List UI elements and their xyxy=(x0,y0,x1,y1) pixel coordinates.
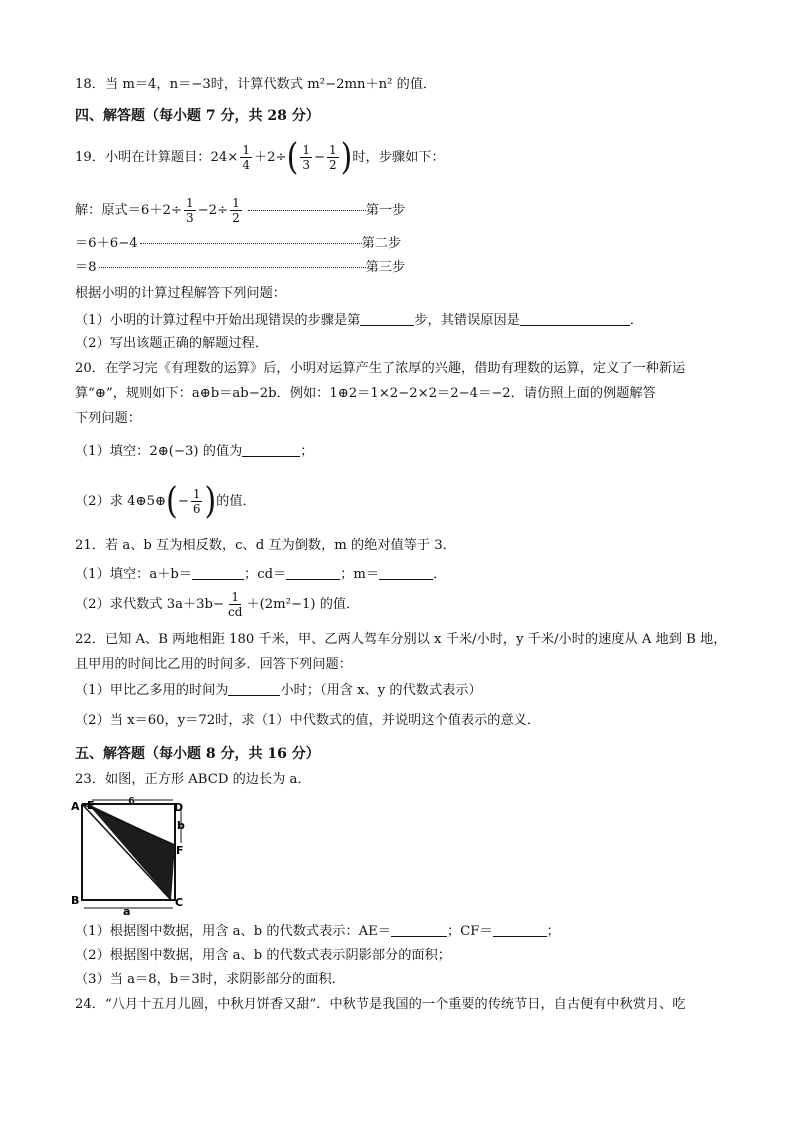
q19-step-2 xyxy=(75,235,401,253)
leader-dots xyxy=(140,243,362,244)
q20-line-2: 算“⊕”，规则如下：a⊕b＝ab−2b．例如：1⊕2＝1×2−2×2＝2−4＝−2．请仿照上面的例题解答 xyxy=(75,386,656,401)
question-24: 24．“八月十五月儿圆，中秋月饼香又甜”．中秋节是我国的一个重要的传统节日，自古便有中秋赏月、吃 xyxy=(75,997,686,1012)
numerator: 1 xyxy=(231,590,240,604)
q20-part-1 xyxy=(75,442,313,461)
q22-p1-text-b: 小时；（用含 x、y 的代数式表示） xyxy=(280,683,482,698)
answer-blank[interactable] xyxy=(286,565,340,580)
q21-part-1 xyxy=(75,565,446,584)
q19-p1-text-a: （1）小明的计算过程中开始出现错误的步骤是第 xyxy=(75,313,361,328)
step-1-expr-a: 解：原式＝6＋2÷ xyxy=(75,203,182,218)
denominator: 4 xyxy=(242,158,250,172)
label-C: C xyxy=(175,896,184,909)
label-D: D xyxy=(174,801,184,814)
q21-p1-text-a: （1）填空：a＋b＝ xyxy=(75,567,193,582)
q23-line-1: 23．如图，正方形 ABCD 的边长为 a． xyxy=(75,772,311,787)
minus-sign: − xyxy=(177,494,189,509)
label-b: b xyxy=(177,819,185,832)
q20-p2-text-b: 的值． xyxy=(216,494,256,509)
q21-p2-text-b: ＋(2m²−1) 的值． xyxy=(246,597,360,612)
q21-p2-text-a: （2）求代数式 3a＋3b− xyxy=(75,597,225,612)
q23-p1-text-a: （1）根据图中数据，用含 a、b 的代数式表示：AE＝ xyxy=(75,924,391,939)
left-paren: ( xyxy=(286,135,299,178)
q19-p1-text-b: 步，其错误原因是 xyxy=(414,313,520,328)
answer-blank[interactable] xyxy=(242,442,300,457)
q22-line-2: 且甲用的时间比乙用的时间多．回答下列问题： xyxy=(75,657,352,672)
step-2-expr: ＝6＋6−4 xyxy=(75,236,138,251)
numerator: 1 xyxy=(242,143,250,157)
q23-part-2: （2）根据图中数据，用含 a、b 的代数式表示阴影部分的面积； xyxy=(75,948,451,963)
section-5-heading: 五、解答题（每小题 8 分，共 16 分） xyxy=(75,746,320,762)
q19-part-1 xyxy=(75,311,643,330)
q20-part-2 xyxy=(75,479,256,522)
step-2-label: 第二步 xyxy=(361,236,402,251)
question-18: 18．当 m＝4，n＝−3时，计算代数式 m²−2mn＋n² 的值． xyxy=(75,77,437,92)
denominator: 3 xyxy=(185,211,194,225)
answer-blank[interactable] xyxy=(379,565,433,580)
q20-line-3: 下列问题： xyxy=(75,411,141,426)
q21-line-1: 21．若 a、b 互为相反数，c、d 互为倒数，m 的绝对值等于 3． xyxy=(75,538,456,553)
q20-p1-text-a: （1）填空：2⊕(−3) 的值为 xyxy=(75,444,243,459)
right-paren: ) xyxy=(340,135,353,178)
fraction-1-6 xyxy=(191,487,203,516)
label-F: F xyxy=(176,844,184,857)
q21-part-2 xyxy=(75,590,359,620)
denominator: 2 xyxy=(232,211,240,225)
q20-p1-text-b: ； xyxy=(300,444,314,459)
answer-blank[interactable] xyxy=(192,565,244,580)
step-3-label: 第三步 xyxy=(365,260,406,275)
q23-p1-text-b: ；CF＝ xyxy=(446,924,493,939)
numerator: 1 xyxy=(302,143,310,157)
fraction-1-3 xyxy=(184,196,196,225)
numerator: 1 xyxy=(185,196,194,210)
answer-blank[interactable] xyxy=(228,681,280,696)
q19-step-3 xyxy=(75,259,405,277)
label-A: A xyxy=(71,800,80,813)
q19-part-2: （2）写出该题正确的解题过程． xyxy=(75,336,269,351)
denominator: cd xyxy=(228,605,243,619)
right-paren: ) xyxy=(204,479,217,522)
answer-blank[interactable] xyxy=(391,922,447,937)
q22-part-2: （2）当 x＝60，y＝72时，求（1）中代数式的值，并说明这个值表示的意义． xyxy=(75,713,541,728)
q19-text-c: 时，步骤如下： xyxy=(352,150,445,165)
numerator: 1 xyxy=(329,143,337,157)
denominator: 6 xyxy=(192,502,201,516)
q21-p1-text-d: ． xyxy=(433,567,447,582)
numerator: 1 xyxy=(192,487,201,501)
section-4-heading: 四、解答题（每小题 7 分，共 28 分） xyxy=(75,108,320,124)
leader-dots xyxy=(99,267,366,268)
q19-step-1 xyxy=(75,196,405,226)
answer-blank[interactable] xyxy=(360,311,414,326)
denominator: 3 xyxy=(302,158,310,172)
fraction-1-3 xyxy=(300,143,312,172)
step-3-expr: ＝8 xyxy=(75,260,97,275)
shaded-triangle xyxy=(88,804,175,900)
label-a: a xyxy=(123,905,131,916)
numerator: 1 xyxy=(232,196,240,210)
q19-prompt: 根据小明的计算过程解答下列问题： xyxy=(75,286,286,301)
q19-p1-text-c: ． xyxy=(629,313,644,328)
label-E: E xyxy=(87,799,95,812)
q19-text-a: 19．小明在计算题目：24× xyxy=(75,150,239,165)
q22-line-1: 22．已知 A、B 两地相距 180 千米，甲、乙两人驾车分别以 x 千米/小时，y 千米/小时的速度从 A 地到 B 地， xyxy=(75,632,727,647)
q23-part-3: （3）当 a＝8，b＝3时，求阴影部分的面积． xyxy=(75,972,345,987)
square-abcd-figure xyxy=(70,796,195,916)
q21-p1-text-b: ；cd＝ xyxy=(244,567,287,582)
q20-p2-text-a: （2）求 4⊕5⊕ xyxy=(75,494,167,509)
answer-blank[interactable] xyxy=(493,922,547,937)
leader-dots xyxy=(248,210,366,211)
fraction-1-cd xyxy=(226,590,244,619)
q20-line-1: 20．在学习完《有理数的运算》后，小明对运算产生了浓厚的兴趣，借助有理数的运算，定义了一种新运 xyxy=(75,361,686,376)
fraction-1-2 xyxy=(230,196,242,225)
label-6: 6 xyxy=(128,796,135,807)
answer-blank[interactable] xyxy=(520,311,630,326)
q19-text-b: ＋2÷ xyxy=(253,150,287,165)
label-B: B xyxy=(71,894,80,907)
fraction-1-2 xyxy=(327,143,339,172)
denominator: 2 xyxy=(329,158,337,172)
left-paren: ( xyxy=(166,479,178,522)
q22-p1-text-a: （1）甲比乙多用的时间为 xyxy=(75,683,229,698)
step-1-label: 第一步 xyxy=(365,203,406,218)
q21-p1-text-c: ；m＝ xyxy=(340,567,380,582)
question-19-intro: 19．小明在计算题目：24× $\frac{1}{4}$ ＋2÷( $\frac{1}{3}$ − $\frac{1}{2}$ )时，步骤如下： xyxy=(75,135,445,178)
q23-part-1 xyxy=(75,922,560,941)
fraction-1-4 xyxy=(240,143,252,172)
step-1-expr-b: −2÷ xyxy=(197,203,229,218)
q22-part-1 xyxy=(75,681,482,700)
q23-p1-text-c: ； xyxy=(546,924,560,939)
